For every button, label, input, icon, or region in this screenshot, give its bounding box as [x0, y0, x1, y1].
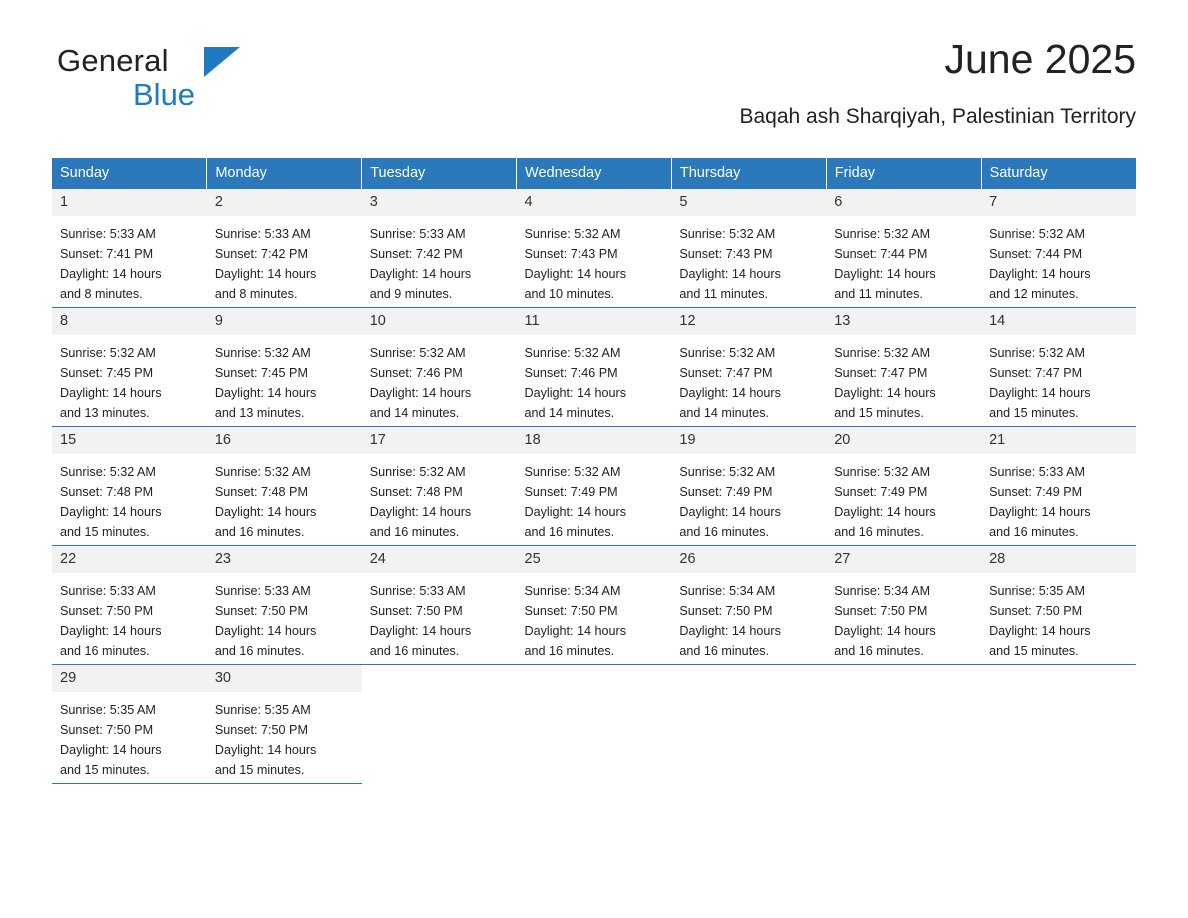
calendar-cell-empty	[517, 665, 672, 784]
weekday-header-saturday: Saturday	[981, 158, 1136, 189]
sunrise-time: Sunrise: 5:32 AM	[834, 345, 931, 360]
weekday-header-monday: Monday	[207, 158, 362, 189]
calendar-day-cell[interactable]	[671, 308, 826, 427]
daylight-duration-line1: Daylight: 14 hours	[369, 504, 472, 519]
daylight-duration-line2: and 16 minutes.	[679, 524, 769, 539]
sunset-time: Sunset: 7:42 PM	[369, 246, 463, 261]
sunset-time: Sunset: 7:47 PM	[989, 365, 1083, 380]
day-details	[671, 573, 826, 661]
day-details	[517, 454, 672, 542]
calendar-cell-empty	[981, 665, 1136, 784]
sunset-time: Sunset: 7:45 PM	[60, 365, 154, 380]
daylight-duration-line2: and 16 minutes.	[369, 524, 460, 539]
calendar-day-cell[interactable]	[826, 308, 981, 427]
daylight-duration-line1: Daylight: 14 hours	[369, 385, 472, 400]
day-number: 11	[517, 308, 672, 335]
day-number: 10	[362, 308, 517, 335]
day-number: 27	[826, 546, 981, 573]
day-details	[981, 216, 1136, 304]
day-number: 26	[671, 546, 826, 573]
sunset-time: Sunset: 7:47 PM	[834, 365, 928, 380]
sunrise-time: Sunrise: 5:32 AM	[369, 345, 466, 360]
sunrise-time: Sunrise: 5:32 AM	[679, 345, 776, 360]
day-number: 18	[517, 427, 672, 454]
calendar-day-cell[interactable]	[362, 427, 517, 546]
day-number: 24	[362, 546, 517, 573]
daylight-duration-line2: and 15 minutes.	[214, 762, 305, 777]
sunset-time: Sunset: 7:50 PM	[60, 603, 154, 618]
daylight-duration-line1: Daylight: 14 hours	[369, 623, 472, 638]
sunrise-time: Sunrise: 5:32 AM	[369, 464, 466, 479]
calendar-day-cell[interactable]	[826, 189, 981, 308]
sunrise-time: Sunrise: 5:34 AM	[679, 583, 776, 598]
calendar-day-cell[interactable]	[517, 427, 672, 546]
sunset-time: Sunset: 7:42 PM	[214, 246, 308, 261]
sunrise-time: Sunrise: 5:32 AM	[524, 464, 621, 479]
daylight-duration-line1: Daylight: 14 hours	[989, 385, 1091, 400]
sunset-time: Sunset: 7:43 PM	[679, 246, 773, 261]
calendar-day-cell[interactable]	[517, 546, 672, 665]
sunrise-sunset-calendar	[52, 158, 1136, 784]
day-number: 13	[826, 308, 981, 335]
calendar-day-cell[interactable]	[207, 189, 362, 308]
daylight-duration-line2: and 15 minutes.	[989, 643, 1079, 658]
daylight-duration-line2: and 10 minutes.	[524, 286, 615, 301]
sunset-time: Sunset: 7:44 PM	[989, 246, 1083, 261]
day-details	[362, 335, 517, 423]
day-details	[826, 573, 981, 661]
sunrise-time: Sunrise: 5:34 AM	[524, 583, 621, 598]
daylight-duration-line2: and 9 minutes.	[369, 286, 453, 301]
day-number: 28	[981, 546, 1136, 573]
sunrise-time: Sunrise: 5:35 AM	[214, 702, 311, 717]
calendar-day-cell[interactable]	[207, 546, 362, 665]
sunset-time: Sunset: 7:45 PM	[214, 365, 308, 380]
page-header	[52, 0, 1136, 128]
sunset-time: Sunset: 7:49 PM	[679, 484, 773, 499]
general-blue-logo	[57, 45, 257, 115]
sunrise-time: Sunrise: 5:32 AM	[524, 226, 621, 241]
sunset-time: Sunset: 7:49 PM	[524, 484, 618, 499]
day-number	[517, 665, 672, 677]
sunset-time: Sunset: 7:50 PM	[524, 603, 618, 618]
day-number	[826, 665, 981, 677]
day-number: 5	[671, 189, 826, 216]
calendar-body	[52, 189, 1136, 784]
day-details	[981, 335, 1136, 423]
daylight-duration-line1: Daylight: 14 hours	[214, 742, 317, 757]
calendar-week-row	[52, 427, 1136, 546]
day-number: 8	[52, 308, 207, 335]
sunrise-time: Sunrise: 5:33 AM	[214, 226, 311, 241]
daylight-duration-line2: and 14 minutes.	[679, 405, 769, 420]
sunrise-time: Sunrise: 5:32 AM	[60, 464, 156, 479]
day-details	[207, 216, 362, 304]
day-number: 3	[362, 189, 517, 216]
sunrise-time: Sunrise: 5:32 AM	[679, 226, 776, 241]
calendar-day-cell[interactable]	[671, 546, 826, 665]
sunrise-time: Sunrise: 5:32 AM	[989, 226, 1085, 241]
calendar-week-row	[52, 665, 1136, 784]
day-number	[362, 665, 517, 677]
day-details	[52, 692, 207, 780]
sunset-time: Sunset: 7:50 PM	[214, 722, 308, 737]
day-number: 19	[671, 427, 826, 454]
daylight-duration-line2: and 14 minutes.	[369, 405, 460, 420]
sunset-time: Sunset: 7:50 PM	[369, 603, 463, 618]
day-number: 6	[826, 189, 981, 216]
daylight-duration-line2: and 16 minutes.	[834, 643, 924, 658]
daylight-duration-line2: and 8 minutes.	[60, 286, 143, 301]
calendar-day-cell[interactable]	[207, 665, 362, 784]
daylight-duration-line2: and 13 minutes.	[214, 405, 305, 420]
daylight-duration-line1: Daylight: 14 hours	[834, 623, 936, 638]
calendar-week-row	[52, 308, 1136, 427]
daylight-duration-line1: Daylight: 14 hours	[369, 266, 472, 281]
daylight-duration-line1: Daylight: 14 hours	[679, 623, 781, 638]
daylight-duration-line1: Daylight: 14 hours	[989, 623, 1091, 638]
daylight-duration-line1: Daylight: 14 hours	[214, 266, 317, 281]
daylight-duration-line2: and 15 minutes.	[60, 762, 150, 777]
daylight-duration-line2: and 16 minutes.	[214, 524, 305, 539]
sunrise-time: Sunrise: 5:33 AM	[214, 583, 311, 598]
location-subtitle: Baqah ash Sharqiyah, Palestinian Territory	[739, 105, 1136, 128]
sunset-time: Sunset: 7:41 PM	[60, 246, 154, 261]
daylight-duration-line2: and 16 minutes.	[679, 643, 769, 658]
calendar-day-cell[interactable]	[362, 189, 517, 308]
sunrise-time: Sunrise: 5:32 AM	[679, 464, 776, 479]
day-details	[517, 216, 672, 304]
day-number: 20	[826, 427, 981, 454]
day-number: 2	[207, 189, 362, 216]
calendar-day-cell[interactable]	[671, 427, 826, 546]
calendar-day-cell[interactable]	[517, 189, 672, 308]
daylight-duration-line2: and 14 minutes.	[524, 405, 615, 420]
day-number: 23	[207, 546, 362, 573]
sunrise-time: Sunrise: 5:33 AM	[60, 583, 156, 598]
daylight-duration-line1: Daylight: 14 hours	[214, 623, 317, 638]
day-number: 21	[981, 427, 1136, 454]
sunrise-time: Sunrise: 5:34 AM	[834, 583, 931, 598]
sunset-time: Sunset: 7:48 PM	[60, 484, 154, 499]
sunrise-time: Sunrise: 5:32 AM	[834, 464, 931, 479]
day-details	[52, 335, 207, 423]
day-number: 7	[981, 189, 1136, 216]
day-number	[981, 665, 1136, 677]
day-number: 29	[52, 665, 207, 692]
sunset-time: Sunset: 7:46 PM	[369, 365, 463, 380]
sunset-time: Sunset: 7:46 PM	[524, 365, 618, 380]
day-number: 1	[52, 189, 207, 216]
day-details	[362, 216, 517, 304]
calendar-day-cell[interactable]	[52, 665, 207, 784]
day-number: 12	[671, 308, 826, 335]
day-details	[207, 454, 362, 542]
calendar-day-cell[interactable]	[826, 546, 981, 665]
sunset-time: Sunset: 7:47 PM	[679, 365, 773, 380]
calendar-day-cell[interactable]	[981, 308, 1136, 427]
calendar-day-cell[interactable]	[981, 546, 1136, 665]
day-details	[981, 573, 1136, 661]
sunrise-time: Sunrise: 5:33 AM	[369, 583, 466, 598]
calendar-week-row	[52, 546, 1136, 665]
daylight-duration-line1: Daylight: 14 hours	[989, 504, 1091, 519]
daylight-duration-line2: and 15 minutes.	[60, 524, 150, 539]
day-number: 14	[981, 308, 1136, 335]
daylight-duration-line1: Daylight: 14 hours	[524, 266, 627, 281]
sunset-time: Sunset: 7:48 PM	[214, 484, 308, 499]
daylight-duration-line1: Daylight: 14 hours	[60, 623, 162, 638]
day-details	[517, 573, 672, 661]
calendar-day-cell[interactable]	[362, 308, 517, 427]
calendar-day-cell[interactable]	[362, 546, 517, 665]
calendar-day-cell[interactable]	[826, 427, 981, 546]
calendar-day-cell[interactable]	[52, 427, 207, 546]
sunset-time: Sunset: 7:50 PM	[989, 603, 1083, 618]
sunset-time: Sunset: 7:48 PM	[369, 484, 463, 499]
sunset-time: Sunset: 7:50 PM	[679, 603, 773, 618]
day-details	[671, 216, 826, 304]
day-details	[52, 573, 207, 661]
daylight-duration-line2: and 11 minutes.	[679, 286, 769, 301]
daylight-duration-line1: Daylight: 14 hours	[60, 742, 162, 757]
weekday-header-sunday: Sunday	[52, 158, 207, 189]
day-details	[671, 677, 826, 685]
daylight-duration-line1: Daylight: 14 hours	[524, 504, 627, 519]
day-number: 30	[207, 665, 362, 692]
day-details	[362, 454, 517, 542]
day-details	[52, 216, 207, 304]
weekday-header-tuesday: Tuesday	[362, 158, 517, 189]
daylight-duration-line1: Daylight: 14 hours	[214, 385, 317, 400]
day-details	[517, 335, 672, 423]
daylight-duration-line1: Daylight: 14 hours	[60, 504, 162, 519]
sunrise-time: Sunrise: 5:32 AM	[834, 226, 931, 241]
day-details	[362, 677, 517, 685]
day-details	[207, 692, 362, 780]
daylight-duration-line1: Daylight: 14 hours	[214, 504, 317, 519]
daylight-duration-line2: and 8 minutes.	[214, 286, 298, 301]
daylight-duration-line2: and 16 minutes.	[369, 643, 460, 658]
calendar-day-cell[interactable]	[52, 546, 207, 665]
calendar-day-cell[interactable]	[52, 308, 207, 427]
sunrise-time: Sunrise: 5:35 AM	[989, 583, 1085, 598]
weekday-header-friday: Friday	[826, 158, 981, 189]
calendar-day-cell[interactable]	[207, 427, 362, 546]
weekday-header-row	[52, 158, 1136, 189]
sunset-time: Sunset: 7:44 PM	[834, 246, 928, 261]
daylight-duration-line1: Daylight: 14 hours	[524, 385, 627, 400]
sunset-time: Sunset: 7:50 PM	[214, 603, 308, 618]
day-number	[671, 665, 826, 677]
daylight-duration-line1: Daylight: 14 hours	[679, 266, 781, 281]
day-details	[826, 216, 981, 304]
sunrise-time: Sunrise: 5:32 AM	[60, 345, 156, 360]
daylight-duration-line1: Daylight: 14 hours	[679, 385, 781, 400]
daylight-duration-line1: Daylight: 14 hours	[60, 385, 162, 400]
day-details	[517, 677, 672, 685]
sunset-time: Sunset: 7:49 PM	[989, 484, 1083, 499]
daylight-duration-line1: Daylight: 14 hours	[834, 385, 936, 400]
daylight-duration-line2: and 16 minutes.	[214, 643, 305, 658]
daylight-duration-line1: Daylight: 14 hours	[60, 266, 162, 281]
daylight-duration-line1: Daylight: 14 hours	[834, 266, 936, 281]
sunrise-time: Sunrise: 5:33 AM	[369, 226, 466, 241]
sunrise-time: Sunrise: 5:33 AM	[60, 226, 156, 241]
sunset-time: Sunset: 7:49 PM	[834, 484, 928, 499]
calendar-day-cell[interactable]	[517, 308, 672, 427]
daylight-duration-line2: and 15 minutes.	[834, 405, 924, 420]
daylight-duration-line2: and 11 minutes.	[834, 286, 923, 301]
day-number: 25	[517, 546, 672, 573]
daylight-duration-line2: and 16 minutes.	[524, 643, 615, 658]
daylight-duration-line2: and 16 minutes.	[524, 524, 615, 539]
daylight-duration-line1: Daylight: 14 hours	[679, 504, 781, 519]
day-number: 17	[362, 427, 517, 454]
day-details	[826, 454, 981, 542]
page-title: June 2025	[944, 36, 1136, 82]
calendar-week-row	[52, 189, 1136, 308]
calendar-day-cell[interactable]	[207, 308, 362, 427]
calendar-cell-empty	[362, 665, 517, 784]
sunset-time: Sunset: 7:43 PM	[524, 246, 618, 261]
day-number: 22	[52, 546, 207, 573]
logo-text-general: General	[57, 43, 169, 78]
day-details	[981, 677, 1136, 685]
sunrise-time: Sunrise: 5:32 AM	[989, 345, 1085, 360]
day-details	[207, 573, 362, 661]
calendar-cell-empty	[671, 665, 826, 784]
sunrise-time: Sunrise: 5:32 AM	[214, 345, 311, 360]
day-number: 16	[207, 427, 362, 454]
calendar-day-cell[interactable]	[981, 427, 1136, 546]
daylight-duration-line2: and 15 minutes.	[989, 405, 1079, 420]
day-details	[671, 335, 826, 423]
daylight-duration-line1: Daylight: 14 hours	[524, 623, 627, 638]
daylight-duration-line2: and 16 minutes.	[834, 524, 924, 539]
daylight-duration-line1: Daylight: 14 hours	[989, 266, 1091, 281]
logo-text-blue: Blue	[133, 77, 196, 112]
day-details	[981, 454, 1136, 542]
sunrise-time: Sunrise: 5:32 AM	[214, 464, 311, 479]
sunrise-time: Sunrise: 5:33 AM	[989, 464, 1085, 479]
weekday-header-wednesday: Wednesday	[517, 158, 672, 189]
day-details	[362, 573, 517, 661]
day-number: 9	[207, 308, 362, 335]
daylight-duration-line2: and 16 minutes.	[60, 643, 150, 658]
day-details	[826, 335, 981, 423]
calendar-cell-empty	[826, 665, 981, 784]
sunset-time: Sunset: 7:50 PM	[834, 603, 928, 618]
day-details	[826, 677, 981, 685]
daylight-duration-line2: and 12 minutes.	[989, 286, 1079, 301]
day-number: 15	[52, 427, 207, 454]
day-number: 4	[517, 189, 672, 216]
daylight-duration-line1: Daylight: 14 hours	[834, 504, 936, 519]
day-details	[52, 454, 207, 542]
logo-triangle-icon	[204, 47, 240, 77]
calendar-day-cell[interactable]	[52, 189, 207, 308]
weekday-header-thursday: Thursday	[671, 158, 826, 189]
calendar-day-cell[interactable]	[981, 189, 1136, 308]
day-details	[207, 335, 362, 423]
calendar-day-cell[interactable]	[671, 189, 826, 308]
daylight-duration-line2: and 13 minutes.	[60, 405, 150, 420]
day-details	[671, 454, 826, 542]
daylight-duration-line2: and 16 minutes.	[989, 524, 1079, 539]
sunrise-time: Sunrise: 5:32 AM	[524, 345, 621, 360]
sunrise-time: Sunrise: 5:35 AM	[60, 702, 156, 717]
sunset-time: Sunset: 7:50 PM	[60, 722, 154, 737]
